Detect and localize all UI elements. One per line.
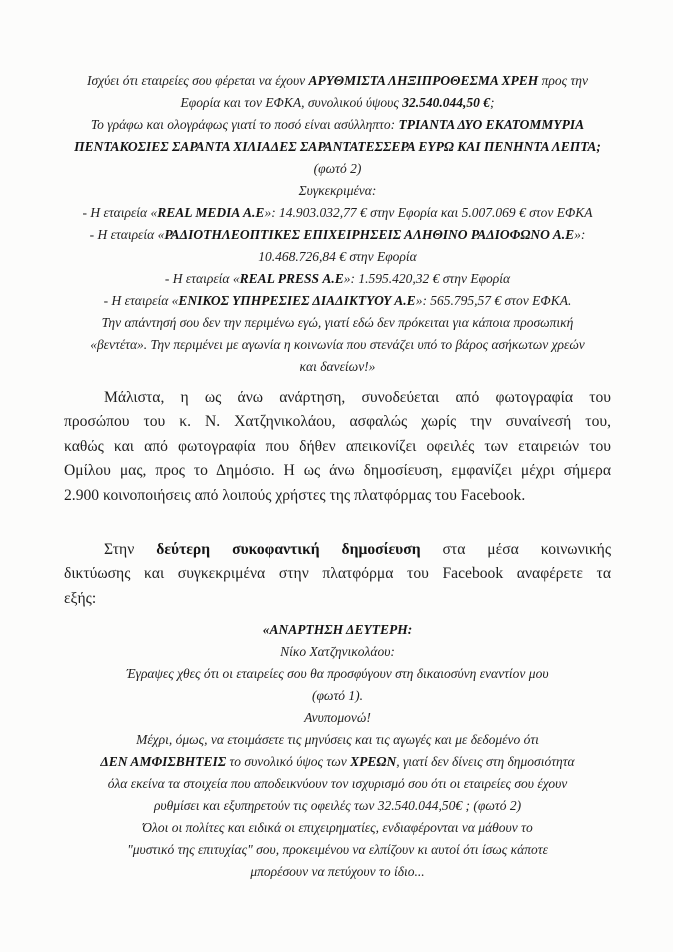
quoted-second-post <box>64 619 611 883</box>
text-line <box>64 136 611 158</box>
text-segment: Την απάντησή σου δεν την περιμένω εγώ, γιατί εδώ δεν πρόκειται για κάποια προσωπική <box>101 315 574 330</box>
text-line <box>64 202 611 224</box>
text-line <box>64 224 611 246</box>
text-segment: 10.468.726,84 € στην Εφορία <box>258 249 417 264</box>
text-segment: »: <box>574 227 586 242</box>
text-segment: «βεντέτα». Την περιμένει με αγωνία η κοινωνία που στενάζει υπό το βάρος ασήκωτων χρεών <box>90 337 585 352</box>
text-line <box>64 410 611 434</box>
text-line <box>64 795 611 817</box>
text-segment: Μάλιστα, η ως άνω ανάρτηση, συνοδεύεται από φωτογραφία του <box>104 389 611 406</box>
text-segment: καθώς και από φωτογραφία που δήθεν απεικονίζει οφειλές των εταιρειών του <box>64 437 611 455</box>
text-line <box>64 334 611 356</box>
text-line <box>64 246 611 268</box>
text-segment: "μυστικό της επιτυχίας" σου, προκειμένου να ελπίζουν κι αυτοί ότι ίσως κάποτε <box>127 842 548 858</box>
text-segment: Το γράφω και ολογράφως γιατί το ποσό είναι ασύλληπτο: <box>90 117 399 132</box>
text-segment: 2.900 κοινοποιήσεις από λοιπούς χρήστες της πλατφόρμας του Facebook. <box>64 486 526 504</box>
text-segment: »: 1.595.420,32 € στην Εφορία <box>343 271 511 286</box>
emphasized-text: 32.540.044,50 € <box>402 95 490 110</box>
text-segment: »: 565.795,57 € στον ΕΦΚΑ. <box>415 293 572 308</box>
text-segment: Ομίλου μας, προς το Δημόσιο. Η ως άνω δημοσίευση, εμφανίζει μέχρι σήμερα <box>64 462 611 480</box>
text-segment: (φωτό 1). <box>311 688 364 704</box>
emphasized-text: ΔΕΝ ΑΜΦΙΣΒΗΤΕΙΣ <box>100 754 227 770</box>
emphasized-text: REAL PRESS Α.Ε <box>239 271 344 286</box>
text-line <box>64 158 611 180</box>
emphasized-text: «ΑΝΑΡΤΗΣΗ ΔΕΥΤΕΡΗ: <box>262 622 413 638</box>
text-segment: το συνολικό ύψος των <box>226 754 351 770</box>
text-segment: , γιατί δεν δίνεις στη δημοσιότητα <box>396 754 575 770</box>
text-line <box>64 435 611 459</box>
text-segment: Συγκεκριμένα: <box>298 183 377 198</box>
text-line <box>64 312 611 334</box>
text-line <box>64 538 611 562</box>
text-segment: προς την <box>538 73 588 88</box>
text-segment: όλα εκείνα τα στοιχεία που αποδεικνύουν τον ισχυρισμό σου ότι οι εταιρείες σου έχουν <box>107 776 568 792</box>
text-segment: στα μέσα κοινωνικής <box>420 541 612 559</box>
text-segment: Μέχρι, όμως, να ετοιμάσετε τις μηνύσεις και τις αγωγές και με δεδομένο ότι <box>136 732 539 748</box>
emphasized-text: ΠΕΝΤΑΚΟΣΙΕΣ ΣΑΡΑΝΤΑ ΧΙΛΙΑΔΕΣ ΣΑΡΑΝΤΑΤΕΣΣΕΡΑ ΕΥΡΩ ΚΑΙ ΠΕΝΗΝΤΑ ΛΕΠΤΑ; <box>74 139 601 154</box>
text-segment: - Η εταιρεία « <box>164 271 240 286</box>
emphasized-text: ΤΡΙΑΝΤΑ ΔΥΟ ΕΚΑΤΟΜΜΥΡΙΑ <box>398 117 585 132</box>
text-segment: δικτύωσης και συγκεκριμένα στην πλατφόρμα του Facebook αναφέρετε τα <box>64 565 611 583</box>
text-segment: μπορέσουν να πετύχουν το ίδιο... <box>250 864 425 880</box>
text-line <box>64 386 611 410</box>
text-line <box>64 356 611 378</box>
text-line <box>64 773 611 795</box>
text-line <box>64 459 611 483</box>
emphasized-text: ΕΝΙΚΟΣ ΥΠΗΡΕΣΙΕΣ ΔΙΑΔΙΚΤΥΟΥ Α.Ε <box>178 293 416 308</box>
text-line <box>64 484 611 508</box>
text-line <box>64 619 611 641</box>
text-segment: (φωτό 2) <box>313 161 362 176</box>
text-segment: Εφορία και τον ΕΦΚΑ, συνολικού ύψους <box>180 95 403 110</box>
text-segment: »: 14.903.032,77 € στην Εφορία και 5.007.069 € στον ΕΦΚΑ <box>264 205 593 220</box>
paragraph-second-post-intro <box>64 538 611 611</box>
emphasized-text: ΡΑΔΙΟΤΗΛΕΟΠΤΙΚΕΣ ΕΠΙΧΕΙΡΗΣΕΙΣ ΑΛΗΘΙΝΟ ΡΑΔΙΟΦΩΝΟ Α.Ε <box>164 227 575 242</box>
text-segment: Ανυπομονώ! <box>304 710 371 726</box>
text-line <box>64 729 611 751</box>
text-segment: - Η εταιρεία « <box>82 205 158 220</box>
text-line <box>64 587 611 611</box>
text-segment: Στην <box>104 541 157 559</box>
text-line <box>64 268 611 290</box>
paragraph-malista <box>64 386 611 508</box>
emphasized-text: REAL MEDIA Α.Ε <box>157 205 265 220</box>
text-line <box>64 180 611 202</box>
text-line <box>64 839 611 861</box>
text-segment: Ισχύει ότι εταιρείες σου φέρεται να έχουν <box>87 73 309 88</box>
text-segment: - Η εταιρεία « <box>89 227 165 242</box>
emphasized-text: δεύτερη συκοφαντική δημοσίευση <box>156 541 421 559</box>
text-line <box>64 663 611 685</box>
text-segment: Έγραψες χθες ότι οι εταιρείες σου θα προσφύγουν στη δικαιοσύνη εναντίον μου <box>126 666 549 682</box>
text-segment: Όλοι οι πολίτες και ειδικά οι επιχειρηματίες, ενδιαφέρονται να μάθουν το <box>142 820 533 836</box>
emphasized-text: ΑΡΥΘΜΙΣΤΑ ΛΗΞΙΠΡΟΘΕΣΜΑ ΧΡΕΗ <box>308 73 539 88</box>
text-line <box>64 290 611 312</box>
text-line <box>64 707 611 729</box>
text-segment: Νίκο Χατζηνικολάου: <box>280 644 395 660</box>
text-segment: προσώπου του κ. Ν. Χατζηνικολάου, ασφαλώς χωρίς την συναίνεσή του, <box>64 413 611 431</box>
text-line <box>64 562 611 586</box>
text-segment: - Η εταιρεία « <box>103 293 179 308</box>
text-segment: εξής: <box>64 589 97 607</box>
text-line <box>64 817 611 839</box>
text-segment: και δανείων!» <box>299 359 376 374</box>
text-line <box>64 641 611 663</box>
text-line <box>64 685 611 707</box>
emphasized-text: ΧΡΕΩΝ <box>350 754 397 770</box>
text-segment: ρυθμίσει και εξυπηρετούν τις οφειλές των 32.540.044,50€ ; (φωτό 2) <box>153 798 522 814</box>
text-line <box>64 114 611 136</box>
quoted-first-post <box>64 70 611 378</box>
text-line <box>64 92 611 114</box>
text-segment: ; <box>489 95 495 110</box>
document-content <box>64 70 611 883</box>
text-line <box>64 751 611 773</box>
text-line <box>64 861 611 883</box>
text-line <box>64 70 611 92</box>
